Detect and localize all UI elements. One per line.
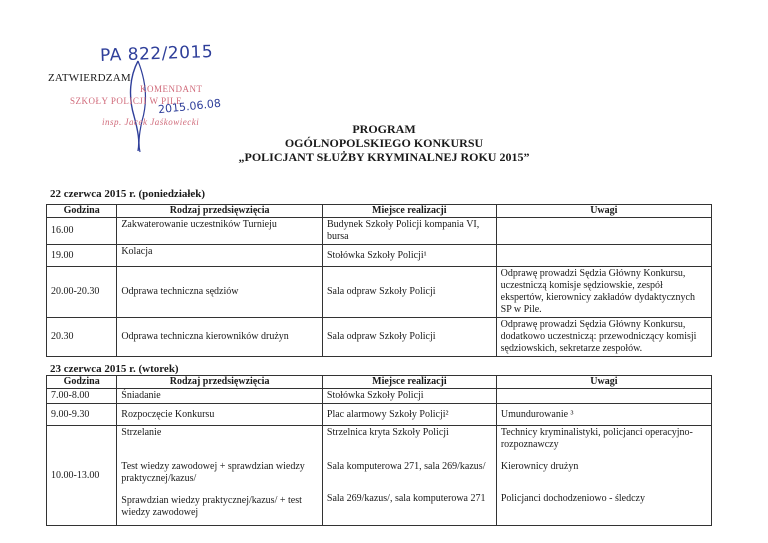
col-time: Godzina (47, 205, 117, 218)
cell-event-group (117, 426, 323, 526)
notes-item: Technicy kryminalistyki, policjanci operacyjno-rozpoznawczy (500, 427, 693, 450)
table-row (47, 218, 712, 245)
cell-place: Stołówka Szkoły Policji (322, 389, 496, 404)
cell-place: Sala odpraw Szkoły Policji (322, 267, 496, 318)
col-event: Rodzaj przedsięwzięcia (117, 376, 323, 389)
cell-time: 10.00-13.00 (47, 426, 117, 526)
col-time: Godzina (47, 376, 117, 389)
day2-heading: 23 czerwca 2015 r. (wtorek) (50, 363, 179, 375)
event-item: Test wiedzy zawodowej + sprawdzian wiedzy praktycznej/kazus/ (121, 461, 305, 484)
table-row (47, 404, 712, 426)
cell-time: 7.00-8.00 (47, 389, 117, 404)
col-event: Rodzaj przedsięwzięcia (117, 205, 323, 218)
notes-item: Kierownicy drużyn (500, 461, 579, 472)
handwritten-reference: PA 822/2015 (99, 42, 214, 66)
title-line-2: OGÓLNOPOLSKIEGO KONKURSU (284, 136, 484, 150)
cell-time: 16.00 (47, 218, 117, 245)
col-notes: Uwagi (496, 205, 711, 218)
table-row (47, 426, 712, 526)
cell-place: Stołówka Szkoły Policji¹ (322, 245, 496, 267)
cell-event: Odprawa techniczna kierowników drużyn (117, 318, 323, 357)
cell-notes (496, 245, 711, 267)
cell-place: Plac alarmowy Szkoły Policji² (322, 404, 496, 426)
document-title (0, 122, 768, 164)
cell-time: 20.00-20.30 (47, 267, 117, 318)
table-header-row (47, 376, 712, 389)
stamp-line-1: KOMENDANT (140, 84, 203, 94)
cell-place: Budynek Szkoły Policji kompania VI, bursa (322, 218, 496, 245)
cell-time: 19.00 (47, 245, 117, 267)
table-row (47, 389, 712, 404)
title-line-1: PROGRAM (352, 122, 416, 136)
cell-place-group (322, 426, 496, 526)
place-item: Sala komputerowa 271, sala 269/kazus/ (326, 461, 486, 472)
cell-event: Zakwaterowanie uczestników Turnieju (117, 218, 323, 245)
cell-notes (496, 389, 711, 404)
handwritten-date: 2015.06.08 (157, 96, 222, 117)
day1-schedule-table (46, 204, 712, 357)
stamp-line-3: insp. Jacek Jaśkowiecki (102, 117, 200, 127)
cell-notes: Odprawę prowadzi Sędzia Główny Konkursu, dodatkowo uczestniczą: przewodniczący komisji sędziowskich, sekretarze zespołów. (496, 318, 711, 357)
cell-event: Śniadanie (117, 389, 323, 404)
cell-time: 9.00-9.30 (47, 404, 117, 426)
col-place: Miejsce realizacji (322, 205, 496, 218)
cell-notes-group (496, 426, 711, 526)
col-place: Miejsce realizacji (322, 376, 496, 389)
place-item: Sala 269/kazus/, sala komputerowa 271 (326, 493, 486, 504)
stamp-line-2: SZKOŁY POLICJI W PILE (70, 96, 183, 106)
cell-event: Odprawa techniczna sędziów (117, 267, 323, 318)
table-row (47, 318, 712, 357)
cell-notes (496, 218, 711, 245)
cell-notes: Umundurowanie ³ (496, 404, 711, 426)
event-item: Strzelanie (121, 427, 162, 438)
table-header-row (47, 205, 712, 218)
event-item: Sprawdzian wiedzy praktycznej/kazus/ + test wiedzy zawodowej (121, 495, 302, 518)
cell-place: Sala odpraw Szkoły Policji (322, 318, 496, 357)
cell-time: 20.30 (47, 318, 117, 357)
place-item: Strzelnica kryta Szkoły Policji (326, 427, 449, 438)
cell-event: Rozpoczęcie Konkursu (117, 404, 323, 426)
title-line-3: „POLICJANT SŁUŻBY KRYMINALNEJ ROKU 2015” (238, 150, 530, 164)
day1-heading: 22 czerwca 2015 r. (poniedziałek) (50, 188, 206, 200)
cell-notes: Odprawę prowadzi Sędzia Główny Konkursu, uczestniczą komisje sędziowskie, zespół ekspertów, kierownicy zakładów dydaktycznych SP w Pile. (496, 267, 711, 318)
day2-schedule-table (46, 375, 712, 526)
approval-label: ZATWIERDZAM (48, 72, 131, 84)
col-notes: Uwagi (496, 376, 711, 389)
table-row (47, 267, 712, 318)
notes-item: Policjanci dochodzeniowo - śledczy (500, 493, 645, 504)
cell-event: Kolacja (117, 245, 323, 267)
table-row (47, 245, 712, 267)
